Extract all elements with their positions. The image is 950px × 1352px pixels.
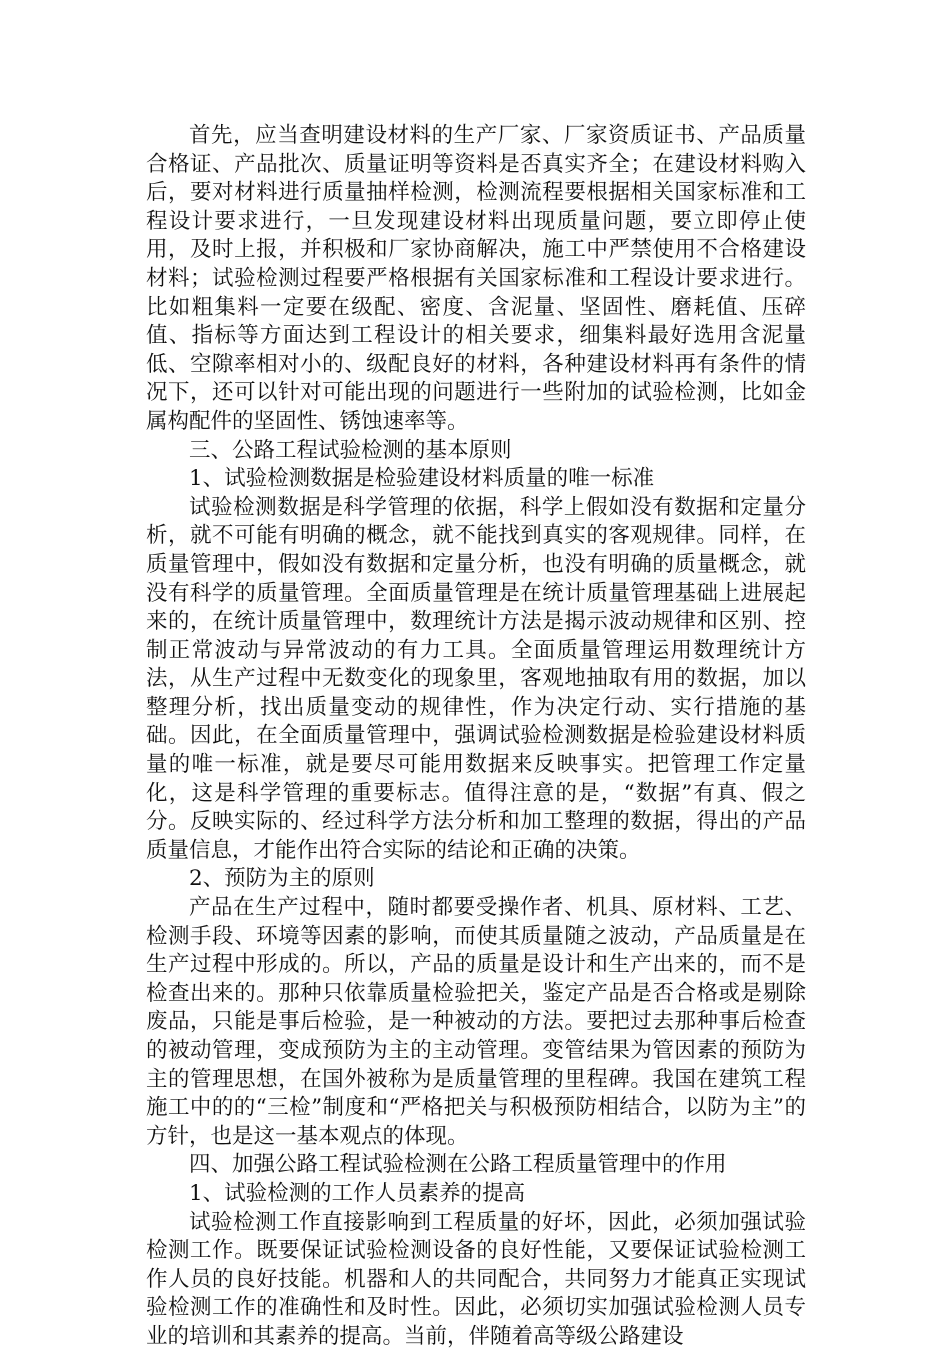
paragraph-material-inspection: 首先，应当查明建设材料的生产厂家、厂家资质证书、产品质量合格证、产品批次、质量证明等资料是否真实齐全；在建设材料购入后，要对材料进行质量抽样检测，检测流程要根据相关国家标准和工程设计要求进行，一旦发现建设材料出现质量问题，要立即停止使用，及时上报，并积极和厂家协商解决，施工中严禁使用不合格建设材料；试验检测过程要严格根据有关国家标准和工程设计要求进行。比如粗集料一定要在级配、密度、含泥量、坚固性、磨耗值、压碎值、指标等方面达到工程设计的相关要求，细集料最好选用含泥量低、空隙率相对小的、级配良好的材料，各种建设材料再有条件的情况下，还可以针对可能出现的问题进行一些附加的试验检测，比如金属构配件的坚固性、锈蚀速率等。 [146, 123, 806, 434]
section-heading-strengthen-testing: 四、加强公路工程试验检测在公路工程质量管理中的作用 [189, 1152, 727, 1178]
subheading-staff-quality: 1、试验检测的工作人员素养的提高 [189, 1180, 526, 1206]
subheading-data-standard: 1、试验检测数据是检验建设材料质量的唯一标准 [189, 466, 655, 492]
paragraph-data-standard: 试验检测数据是科学管理的依据，科学上假如没有数据和定量分析，就不可能有明确的概念，就不能找到真实的客观规律。同样，在质量管理中，假如没有数据和定量分析，也没有明确的质量概念，就没有科学的质量管理。全面质量管理是在统计质量管理基础上进展起来的，在统计质量管理中，数理统计方法是揭示波动规律和区别、控制正常波动与异常波动的有力工具。全面质量管理运用数理统计方法，从生产过程中无数变化的现象里，客观地抽取有用的数据，加以整理分析，找出质量变动的规律性，作为决定行动、实行措施的基础。因此，在全面质量管理中，强调试验检测数据是检验建设材料质量的唯一标准，就是要尽可能用数据来反映事实。把管理工作定量化，这是科学管理的重要标志。值得注意的是，“数据”有真、假之分。反映实际的、经过科学方法分析和加工整理的数据，得出的产品质量信息，才能作出符合实际的结论和正确的决策。 [146, 494, 806, 863]
section-heading-basic-principles: 三、公路工程试验检测的基本原则 [189, 437, 512, 463]
paragraph-prevention-principle: 产品在生产过程中，随时都要受操作者、机具、原材料、工艺、检测手段、环境等因素的影响，而使其质量随之波动，产品质量是在生产过程中形成的。所以，产品的质量是设计和生产出来的，而不是检查出来的。那种只依靠质量检验把关，鉴定产品是否合格或是剔除废品，只能是事后检验，是一种被动的方法。要把过去那种事后检查的被动管理，变成预防为主的主动管理。变管结果为管因素的预防为主的管理思想，在国外被称为是质量管理的里程碑。我国在建筑工程施工中的的“三检”制度和“严格把关与积极预防相结合，以防为主”的方针，也是这一基本观点的体现。 [146, 895, 806, 1149]
paragraph-staff-quality: 试验检测工作直接影响到工程质量的好坏，因此，必须加强试验检测工作。既要保证试验检测设备的良好性能，又要保证试验检测工作人员的良好技能。机器和人的共同配合，共同努力才能真正实现试验检测工作的准确性和及时性。因此，必须切实加强试验检测人员专业的培训和其素养的提高。当前，伴随着高等级公路建设 [146, 1209, 806, 1349]
document-page [146, 122, 806, 1352]
subheading-prevention-principle: 2、预防为主的原则 [189, 866, 375, 892]
